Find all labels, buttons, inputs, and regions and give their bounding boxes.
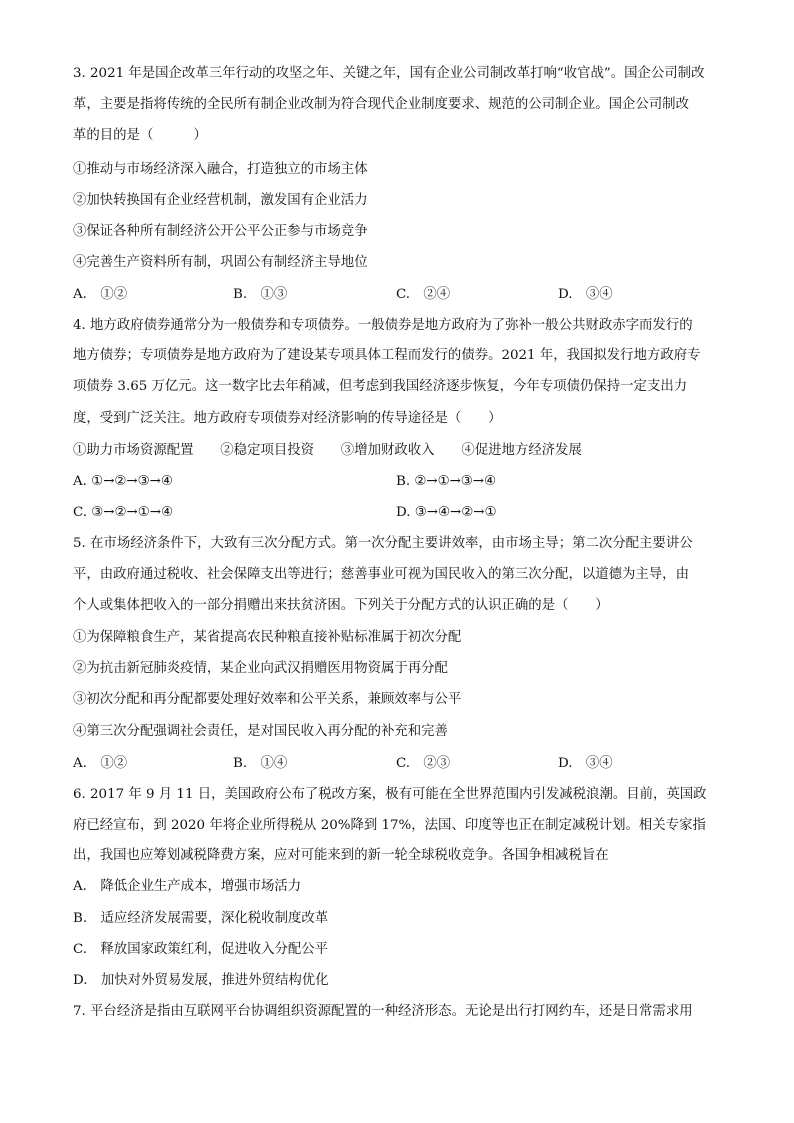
q5-option-c[interactable]: C. ②③ xyxy=(396,756,451,771)
q6-stem-line-2: 府已经宣布，到 2020 年将企业所得税从 20%降到 17%，法国、印度等也正在制定减税计划。相关专家指 xyxy=(73,818,706,833)
q6-stem-line-3: 出，我国也应筹划减税降费方案，应对可能来到的新一轮全球税收竞争。各国争相减税旨在 xyxy=(73,848,609,863)
q4-stem-line-1: 4. 地方政府债券通常分为一般债券和专项债券。一般债券是地方政府为了弥补一般公共财政赤字而发行的 xyxy=(73,318,693,333)
q3-option-c[interactable]: C. ②④ xyxy=(396,287,451,302)
q4-stem-line-3: 项债券 3.65 万亿元。这一数字比去年稍减，但考虑到我国经济逐步恢复，今年专项债仍保持一定支出力 xyxy=(73,379,688,394)
q5-option-b[interactable]: B. ①④ xyxy=(233,756,288,771)
q5-item-2: ②为抗击新冠肺炎疫情，某企业向武汉捐赠医用物资属于再分配 xyxy=(73,661,448,676)
q3-option-a[interactable]: A. ①② xyxy=(73,287,128,302)
q6-stem-line-1: 6. 2017 年 9 月 11 日，美国政府公布了税改方案，极有可能在全世界范围内引发减税浪潮。目前，英国政 xyxy=(73,787,707,802)
q4-option-d[interactable]: D. ③→④→②→① xyxy=(396,505,497,520)
q4-stem-line-4: 度，受到广泛关注。地方政府专项债券对经济影响的传导途径是（ ） xyxy=(73,411,502,426)
q6-option-d[interactable]: D. 加快对外贸易发展，推进外贸结构优化 xyxy=(73,973,329,988)
q3-option-d[interactable]: D. ③④ xyxy=(558,287,613,302)
q3-stem-line-1: 3. 2021 年是国企改革三年行动的攻坚之年、关键之年，国有企业公司制改革打响“收官战”。国企公司制改 xyxy=(73,66,705,81)
q3-item-1: ①推动与市场经济深入融合，打造独立的市场主体 xyxy=(73,162,368,177)
q6-option-c[interactable]: C. 释放国家政策红利，促进收入分配公平 xyxy=(73,942,329,957)
q3-item-3: ③保证各种所有制经济公开公平公正参与市场竞争 xyxy=(73,224,368,239)
q5-item-3: ③初次分配和再分配都要处理好效率和公平关系，兼顾效率与公平 xyxy=(73,692,462,707)
q3-item-2: ②加快转换国有企业经营机制，激发国有企业活力 xyxy=(73,193,368,208)
q4-stem-line-2: 地方债券；专项债券是地方政府为了建设某专项具体工程而发行的债券。2021 年，我国拟发行地方政府专 xyxy=(73,348,701,363)
q4-option-b[interactable]: B. ②→①→③→④ xyxy=(396,474,497,489)
q6-option-b[interactable]: B. 适应经济发展需要，深化税收制度改革 xyxy=(73,911,329,926)
q5-stem-line-1: 5. 在市场经济条件下，大致有三次分配方式。第一次分配主要讲效率，由市场主导；第二次分配主要讲公 xyxy=(73,536,693,551)
q6-option-a[interactable]: A. 降低企业生产成本，增强市场活力 xyxy=(73,879,302,894)
q5-stem-line-3: 个人或集体把收入的一部分捐赠出来扶贫济困。下列关于分配方式的认识正确的是（ ） xyxy=(73,598,609,613)
q4-option-c[interactable]: C. ③→②→①→④ xyxy=(73,505,173,520)
q5-option-a[interactable]: A. ①② xyxy=(73,756,128,771)
q5-item-1: ①为保障粮食生产，某省提高农民种粮直接补贴标准属于初次分配 xyxy=(73,630,462,645)
q5-item-4: ④第三次分配强调社会责任，是对国民收入再分配的补充和完善 xyxy=(73,724,448,739)
q4-items: ①助力市场资源配置 ②稳定项目投资 ③增加财政收入 ④促进地方经济发展 xyxy=(73,443,582,458)
q4-option-a[interactable]: A. ①→②→③→④ xyxy=(73,474,173,489)
q5-stem-line-2: 平，由政府通过税收、社会保障支出等进行；慈善事业可视为国民收入的第三次分配，以道德为主导，由 xyxy=(73,567,689,582)
q3-stem-line-3: 革的目的是（ ） xyxy=(73,128,207,143)
q7-stem-line-1: 7. 平台经济是指由互联网平台协调组织资源配置的一种经济形态。无论是出行打网约车，还是日常需求用 xyxy=(73,1004,693,1019)
q5-option-d[interactable]: D. ③④ xyxy=(558,756,613,771)
q3-stem-line-2: 革，主要是指将传统的全民所有制企业改制为符合现代企业制度要求、规范的公司制企业。国企公司制改 xyxy=(73,97,689,112)
q3-option-b[interactable]: B. ①③ xyxy=(233,287,288,302)
q3-item-4: ④完善生产资料所有制，巩固公有制经济主导地位 xyxy=(73,255,368,270)
